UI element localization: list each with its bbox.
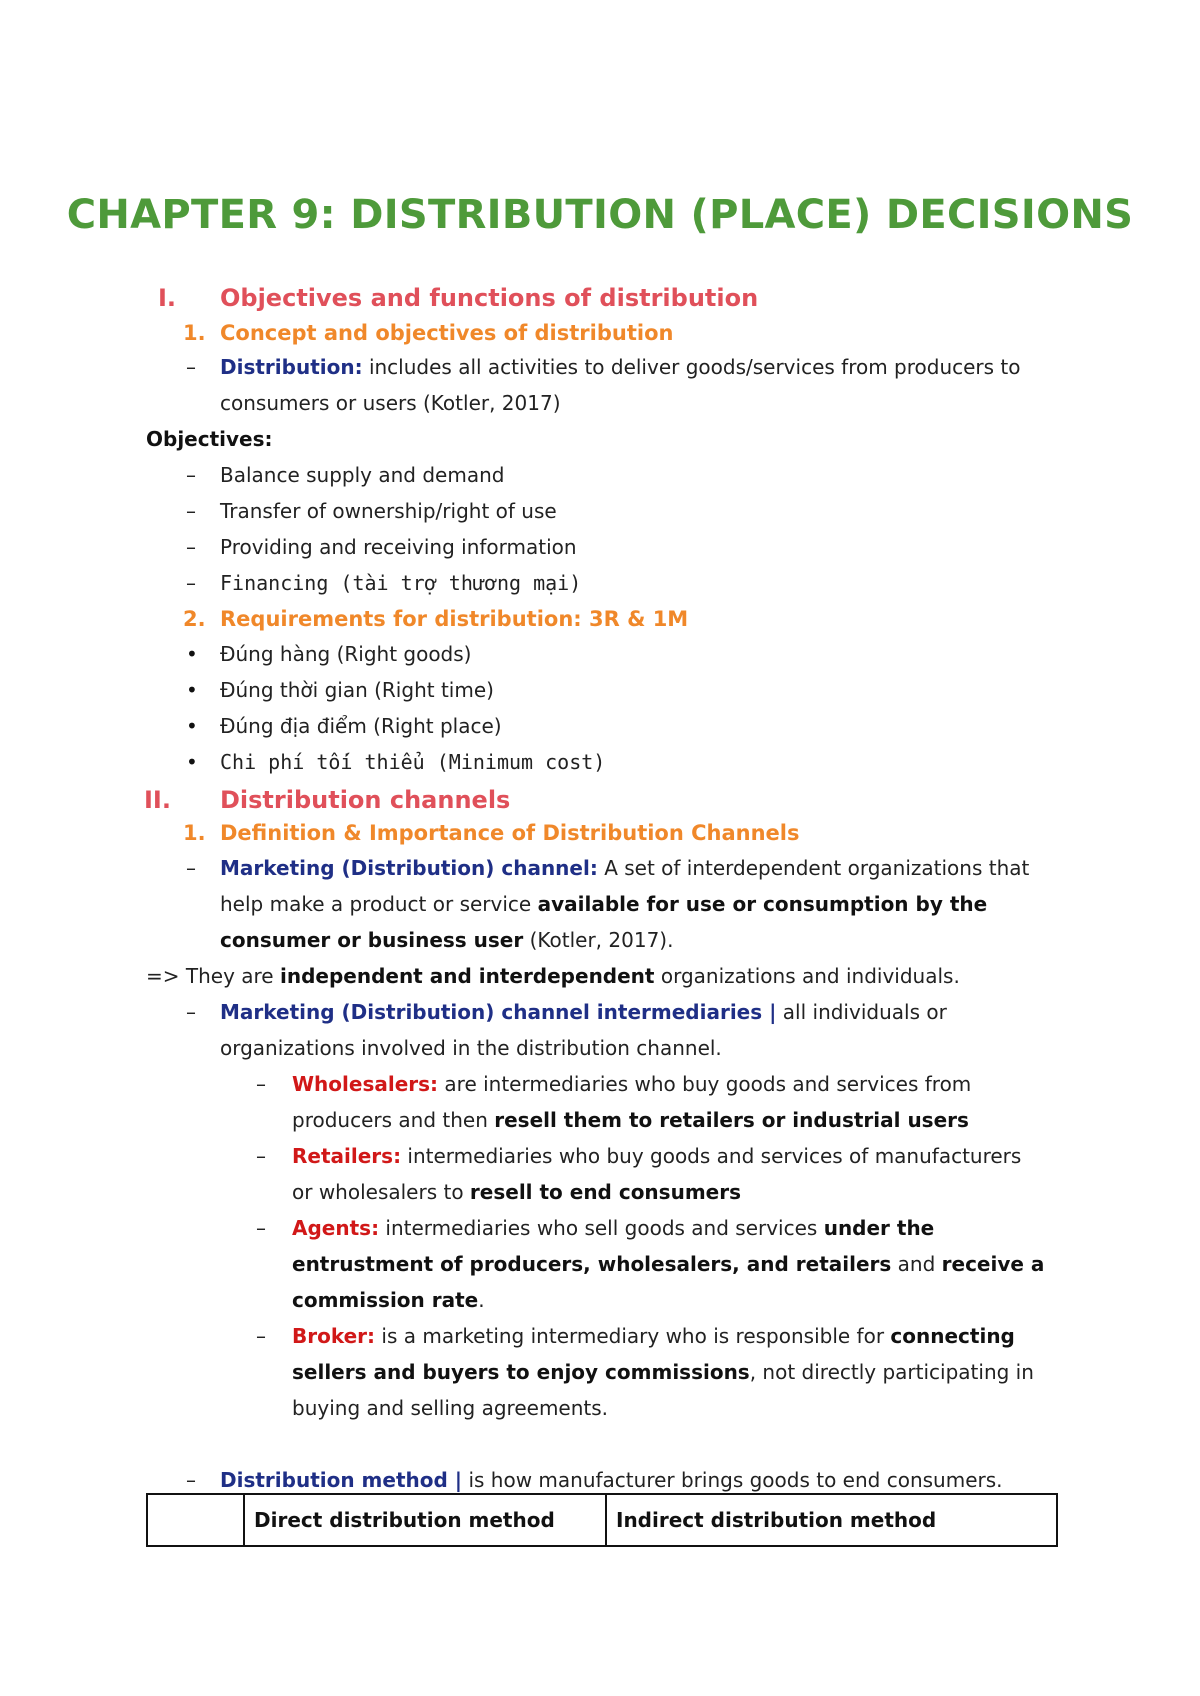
agents-emphasis: entrustment of producers, wholesalers, and retailers — [292, 1252, 892, 1276]
wholesalers-line-2 — [292, 1108, 969, 1132]
objective-item: Balance supply and demand — [220, 463, 505, 487]
broker-term: Broker: — [292, 1324, 376, 1348]
retailers-line-2 — [292, 1180, 741, 1204]
dash-bullet: – — [186, 535, 196, 559]
distribution-definition-text: includes all activities to deliver goods/services from producers to — [362, 355, 1021, 379]
dash-bullet: – — [186, 856, 196, 880]
distribution-method-line — [220, 1468, 1003, 1492]
subsection-1-1-heading: Concept and objectives of distribution — [220, 321, 674, 345]
section-2-number: II. — [144, 786, 171, 814]
requirement-item: Đúng thời gian (Right time) — [220, 678, 494, 702]
channel-text: (Kotler, 2017). — [523, 928, 674, 952]
agents-line-1 — [292, 1216, 934, 1240]
retailers-text: intermediaries who buy goods and services of manufacturers — [401, 1144, 1022, 1168]
broker-line-3: buying and selling agreements. — [292, 1396, 609, 1420]
dash-bullet: – — [186, 1468, 196, 1492]
section-2-heading: Distribution channels — [220, 786, 511, 814]
agents-text: intermediaries who sell goods and services — [379, 1216, 824, 1240]
broker-line-1 — [292, 1324, 1015, 1348]
broker-emphasis: connecting — [890, 1324, 1015, 1348]
objectives-label: Objectives: — [146, 427, 273, 451]
channel-text: A set of interdependent organizations that — [597, 856, 1030, 880]
intermediaries-line-2: organizations involved in the distribution channel. — [220, 1036, 722, 1060]
intermediaries-term: Marketing (Distribution) channel intermediaries | — [220, 1000, 777, 1024]
wholesalers-text: producers and then — [292, 1108, 495, 1132]
they-text: organizations and individuals. — [654, 964, 960, 988]
wholesalers-emphasis: resell them to retailers or industrial users — [494, 1108, 969, 1132]
bullet-dot: • — [186, 714, 198, 738]
retailers-line-1 — [292, 1144, 1021, 1168]
agents-line-3 — [292, 1288, 485, 1312]
dash-bullet: – — [186, 1000, 196, 1024]
agents-term: Agents: — [292, 1216, 380, 1240]
dash-bullet: – — [256, 1324, 266, 1348]
subsection-1-1-number: 1. — [183, 321, 206, 345]
table-header-direct: Direct distribution method — [244, 1494, 606, 1546]
requirement-item: Đúng hàng (Right goods) — [220, 642, 472, 666]
bullet-dot: • — [186, 750, 198, 774]
section-1-heading: Objectives and functions of distribution — [220, 284, 759, 312]
distribution-method-table — [146, 1493, 1058, 1547]
they-text: => They are — [146, 964, 280, 988]
subsection-2-1-number: 1. — [183, 821, 206, 845]
agents-emphasis: receive a — [941, 1252, 1045, 1276]
subsection-1-2-heading: Requirements for distribution: 3R & 1M — [220, 607, 689, 631]
subsection-2-1-heading: Definition & Importance of Distribution Channels — [220, 821, 800, 845]
bullet-dot: • — [186, 642, 198, 666]
channel-definition-line-2 — [220, 892, 987, 916]
agents-text: and — [891, 1252, 942, 1276]
dash-bullet: – — [186, 571, 196, 595]
channel-emphasis: consumer or business user — [220, 928, 524, 952]
retailers-text: or wholesalers to — [292, 1180, 470, 1204]
channel-term: Marketing (Distribution) channel: — [220, 856, 598, 880]
channel-definition-line-3 — [220, 928, 673, 952]
distribution-definition-line-1 — [220, 355, 1021, 379]
distribution-method-text: is how manufacturer brings goods to end consumers. — [462, 1468, 1003, 1492]
agents-line-2 — [292, 1252, 1044, 1276]
dash-bullet: – — [186, 355, 196, 379]
objective-item: Transfer of ownership/right of use — [220, 499, 557, 523]
table-header-indirect: Indirect distribution method — [606, 1494, 1057, 1546]
channel-text: help make a product or service — [220, 892, 538, 916]
dash-bullet: – — [256, 1144, 266, 1168]
section-1-number: I. — [158, 284, 177, 312]
broker-emphasis: sellers and buyers to enjoy commissions — [292, 1360, 750, 1384]
distribution-term: Distribution: — [220, 355, 363, 379]
broker-text: is a marketing intermediary who is responsible for — [375, 1324, 891, 1348]
agents-text: . — [478, 1288, 485, 1312]
agents-emphasis: under the — [823, 1216, 935, 1240]
distribution-method-term: Distribution method | — [220, 1468, 463, 1492]
dash-bullet: – — [256, 1216, 266, 1240]
retailers-emphasis: resell to end consumers — [469, 1180, 741, 1204]
they-emphasis: independent and interdependent — [279, 964, 655, 988]
agents-emphasis: commission rate — [292, 1288, 479, 1312]
channel-definition-line-1 — [220, 856, 1029, 880]
requirement-item: Đúng địa điểm (Right place) — [220, 714, 502, 738]
distribution-definition-line-2: consumers or users (Kotler, 2017) — [220, 391, 561, 415]
wholesalers-text: are intermediaries who buy goods and services from — [438, 1072, 972, 1096]
they-are-line — [146, 964, 960, 988]
broker-text: , not directly participating in — [749, 1360, 1034, 1384]
channel-emphasis: available for use or consumption by the — [537, 892, 988, 916]
subsection-1-2-number: 2. — [183, 607, 206, 631]
objective-item: Financing (tài trợ thương mại) — [220, 571, 582, 595]
chapter-title: CHAPTER 9: DISTRIBUTION (PLACE) DECISIONS — [66, 192, 1134, 238]
dash-bullet: – — [186, 499, 196, 523]
broker-line-2 — [292, 1360, 1034, 1384]
dash-bullet: – — [186, 463, 196, 487]
objective-item: Providing and receiving information — [220, 535, 577, 559]
intermediaries-text: all individuals or — [776, 1000, 947, 1024]
table-row — [147, 1494, 1057, 1546]
intermediaries-line-1 — [220, 1000, 947, 1024]
wholesalers-term: Wholesalers: — [292, 1072, 439, 1096]
wholesalers-line-1 — [292, 1072, 971, 1096]
dash-bullet: – — [256, 1072, 266, 1096]
retailers-term: Retailers: — [292, 1144, 402, 1168]
bullet-dot: • — [186, 678, 198, 702]
table-cell-empty — [147, 1494, 244, 1546]
requirement-item: Chi phí tối thiểu (Minimum cost) — [220, 750, 606, 774]
